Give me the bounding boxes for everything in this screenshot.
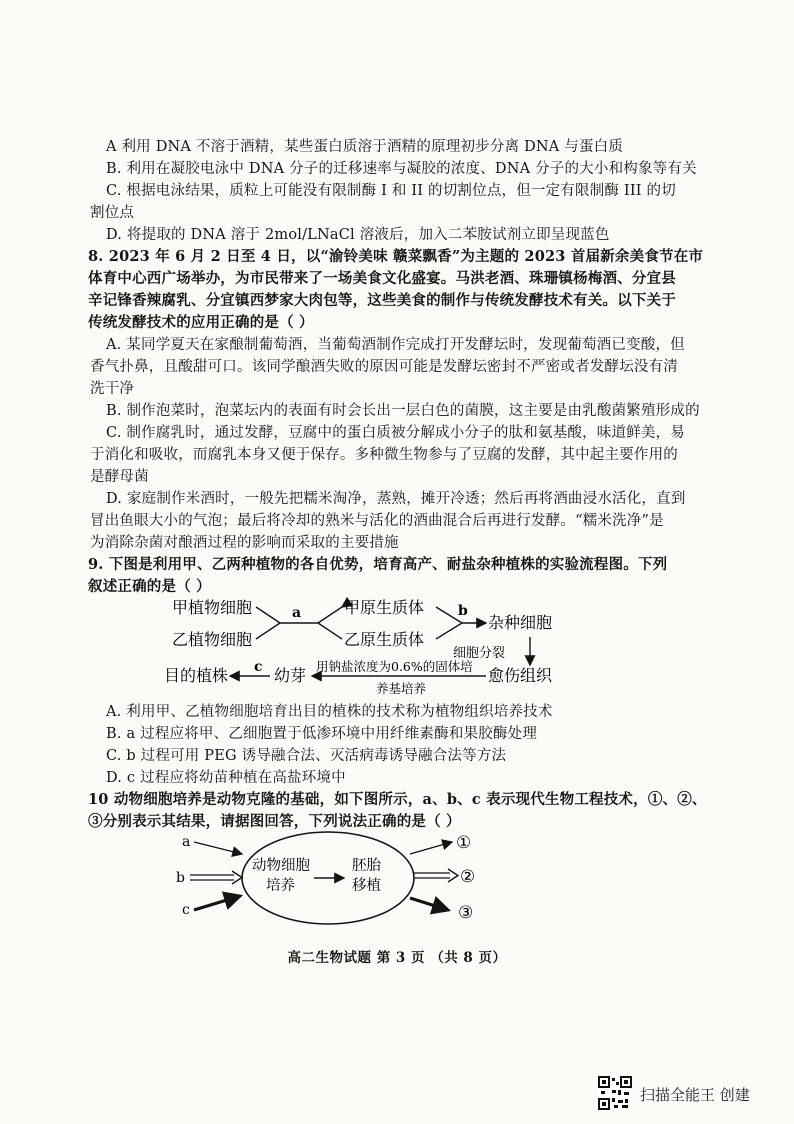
target-plant-label: 目的植株: [164, 666, 229, 685]
q8-option-b: B. 制作泡菜时，泡菜坛内的表面有时会长出一层白色的菌膜，这主要是由乳酸菌繁殖形成的: [106, 403, 700, 419]
result-2-label: ②: [460, 867, 476, 887]
medium-label-line2: 养基培养: [376, 681, 427, 696]
q8-stem-line1: 8. 2023 年 6 月 2 日至 4 日，以“渝铃美味 赣菜飘香”为主题的 2023 首届新余美食节在市: [88, 248, 704, 265]
q8-option-c-line3: 是酵母菌: [90, 469, 149, 485]
animal-cell-culture-line2: 培养: [266, 878, 295, 894]
arrow-output-1: [410, 842, 452, 854]
medium-label-line1: 用钠盐浓度为0.6%的固体培: [316, 659, 473, 674]
cell-division-label: 细胞分裂: [453, 646, 506, 661]
q8-stem-line3: 辛记锋香辣腐乳、分宜镇西梦家大肉包等，这些美食的制作与传统发酵技术有关。以下关于: [88, 292, 676, 309]
q9-option-a: A. 利用甲、乙植物细胞培育出目的植株的技术称为植物组织培养技术: [106, 704, 553, 720]
label-b: b: [458, 603, 468, 619]
q8-option-d-line3: 为消除杂菌对酿酒过程的影响而采取的主要措施: [90, 535, 399, 551]
scanner-watermark: [598, 1072, 778, 1112]
input-b-label: b: [176, 870, 185, 886]
arrow-output-3: [410, 898, 448, 910]
q10-cloning-diagram: [170, 828, 490, 928]
q8-option-c-line2: 于消化和吸收，而腐乳本身又便于保存。多种微生物参与了豆腐的发酵，其中起主要作用的: [90, 447, 678, 463]
q8-option-d-line1: D. 家庭制作米酒时，一般先把糯米淘净，蒸熟，摊开冷透；然后再将酒曲浸水活化，直到: [106, 491, 686, 507]
hybrid-cell-label: 杂种细胞: [488, 613, 553, 632]
arrow-input-a: [194, 842, 242, 854]
q7-option-d: D. 将提取的 DNA 溶于 2mol/LNaCl 溶液后，加入二苯胺试剂立即呈现蓝色: [106, 227, 610, 243]
input-c-label: c: [182, 902, 190, 918]
q8-option-a-line1: A. 某同学夏天在家酿制葡萄酒，当葡萄酒制作完成打开发酵坛时，发现葡萄酒已变酸，但: [106, 337, 685, 353]
yi-protoplast-label: 乙原生质体: [344, 630, 425, 649]
arrow-output-2-head: [448, 869, 458, 882]
q7-option-c-line2: 割位点: [90, 205, 135, 221]
q8-stem-line2: 体育中心西广场举办，为市民带来了一场美食文化盛宴。马洪老酒、珠珊镇杨梅酒、分宜县: [88, 270, 676, 287]
yi-plant-cell-label: 乙植物细胞: [172, 630, 253, 649]
page-footer: 高二生物试题 第 3 页 （共 8 页）: [287, 950, 507, 966]
input-a-label: a: [182, 834, 191, 850]
q8-option-a-line2: 香气扑鼻，且酸甜可口。该同学酿酒失败的原因可能是发酵坛密封不严密或者发酵坛没有清: [90, 359, 678, 375]
q8-option-c-line1: C. 制作腐乳时，通过发酵，豆腐中的蛋白质被分解成小分子的肽和氨基酸，味道鲜美，易: [106, 425, 685, 441]
q8-option-a-line3: 洗干净: [90, 381, 135, 397]
q9-stem-line2: 叙述正确的是（ ）: [88, 578, 211, 595]
jia-plant-cell-label: 甲植物细胞: [172, 598, 253, 617]
jia-protoplast-label: 甲原生质体: [344, 598, 425, 617]
arrow-a-left: [256, 607, 280, 639]
q8-stem-line4: 传统发酵技术的应用正确的是（ ）: [88, 314, 314, 331]
q7-option-b: B. 利用在凝胶电泳中 DNA 分子的迁移速率与凝胶的浓度、DNA 分子的大小和构象等有关: [106, 161, 697, 177]
q10-stem-line2: ③分别表示其结果，请据图回答，下列说法正确的是（ ）: [88, 813, 461, 830]
animal-cell-culture-line1: 动物细胞: [252, 858, 310, 874]
arrow-input-c: [194, 896, 240, 910]
result-1-label: ①: [456, 833, 472, 853]
q7-option-a: A 利用 DNA 不溶于酒精，某些蛋白质溶于酒精的原理初步分离 DNA 与蛋白质: [106, 139, 624, 155]
embryo-transfer-line1: 胚胎: [352, 858, 381, 874]
callus-label: 愈伤组织: [488, 666, 553, 685]
q9-option-b: B. a 过程应将甲、乙细胞置于低渗环境中用纤维素酶和果胶酶处理: [106, 726, 538, 742]
result-3-label: ③: [458, 903, 474, 923]
q8-option-d-line2: 冒出鱼眼大小的气泡；最后将冷却的熟米与活化的酒曲混合后再进行发酵。“糯米洗净”是: [90, 513, 664, 529]
q10-stem-line1: 10 动物细胞培养是动物克隆的基础，如下图所示，a、b、c 表示现代生物工程技术，①、②、: [88, 791, 707, 808]
q9-stem-line1: 9. 下图是利用甲、乙两种植物的各自优势，培育高产、耐盐杂种植株的实验流程图。下列: [88, 556, 668, 573]
embryo-transfer-line2: 移植: [352, 878, 381, 894]
qr-code-icon: [598, 1076, 632, 1110]
arrow-input-b-head: [232, 871, 242, 884]
seedling-label: 幼芽: [274, 666, 307, 685]
label-a: a: [292, 605, 302, 621]
arrow-a-right: [318, 607, 342, 639]
q9-option-d: D. c 过程应将幼苗种植在高盐环境中: [106, 770, 346, 786]
label-c: c: [254, 659, 263, 675]
q7-option-c-line1: C. 根据电泳结果，质粒上可能没有限制酶 I 和 II 的切割位点，但一定有限制酶 III 的切: [106, 183, 676, 199]
q9-flow-diagram: [150, 595, 590, 705]
watermark-text: 扫描全能王 创建: [640, 1086, 750, 1104]
q9-option-c: C. b 过程可用 PEG 诱导融合法、灭活病毒诱导融合法等方法: [106, 748, 507, 764]
